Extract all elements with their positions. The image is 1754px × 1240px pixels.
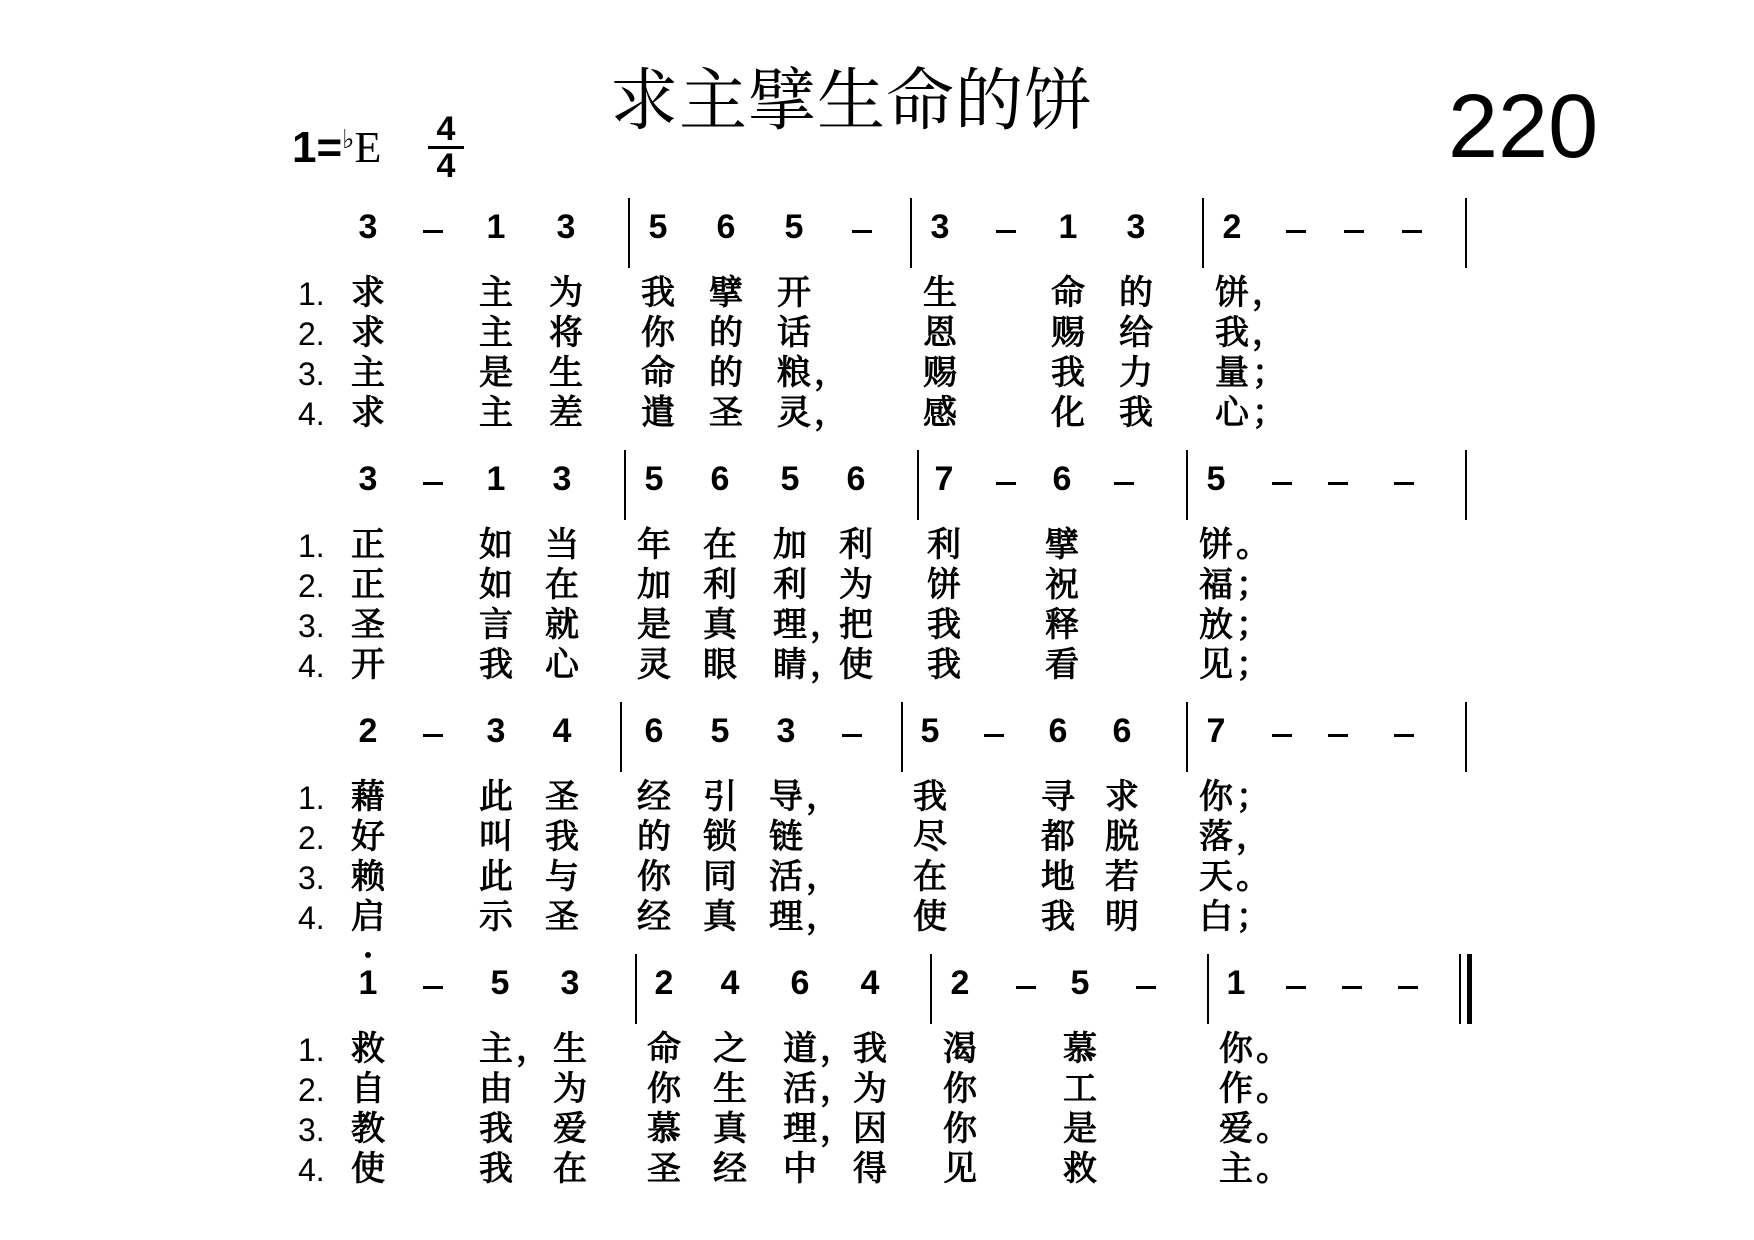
lyric-syllable: 求: [351, 393, 385, 433]
barline: [930, 954, 932, 1024]
dash-mark: [842, 734, 862, 737]
note: 6: [790, 964, 810, 1002]
lyric-syllable: 你: [943, 1069, 977, 1109]
verse-number: 1.: [298, 528, 325, 564]
lyric-syllable: 使: [839, 645, 873, 685]
lyric-syllable: 经: [637, 897, 671, 937]
lyric-syllable: 当: [545, 525, 579, 565]
lyric-syllable: 都: [1041, 817, 1075, 857]
verse-number: 2.: [298, 568, 325, 604]
note: 6: [710, 460, 730, 498]
lyric-syllable: 主: [479, 273, 513, 313]
lyric-punctuation: 。: [1236, 857, 1270, 897]
dash-mark: [1398, 986, 1418, 989]
lyric-syllable: 睛: [773, 645, 807, 685]
lyric-syllable: 的: [637, 817, 671, 857]
lyric-syllable: 饼: [1199, 525, 1233, 565]
lyric-syllable: 主: [479, 1029, 513, 1069]
note: 5: [1206, 460, 1226, 498]
lyric-syllable: 启: [351, 897, 385, 937]
lyric-syllable: 灵: [777, 393, 811, 433]
lyric-syllable: 恩: [923, 313, 957, 353]
barline: [628, 198, 630, 268]
lyric-syllable: 正: [351, 565, 385, 605]
lyric-syllable: 同: [703, 857, 737, 897]
lyric-punctuation: 。: [1236, 525, 1270, 565]
lyric-syllable: 爱: [1219, 1109, 1253, 1149]
lyric-syllable: 生: [549, 353, 583, 393]
dash-mark: [1328, 482, 1348, 485]
note: 6: [1052, 460, 1072, 498]
lyric-syllable: 圣: [351, 605, 385, 645]
lyric-punctuation: ，: [814, 393, 848, 433]
verse-number: 1.: [298, 276, 325, 312]
note: 3: [358, 460, 378, 498]
lyric-syllable: 求: [351, 273, 385, 313]
lyric-syllable: 为: [549, 273, 583, 313]
lyric-syllable: 遣: [641, 393, 675, 433]
lyric-syllable: 为: [853, 1069, 887, 1109]
lyric-syllable: 我: [853, 1029, 887, 1069]
lyric-syllable: 好: [351, 817, 385, 857]
lyric-syllable: 我: [927, 605, 961, 645]
lyric-syllable: 你: [1199, 777, 1233, 817]
dash-mark: [1402, 230, 1422, 233]
dash-mark: [1114, 482, 1134, 485]
note: 2: [358, 712, 378, 750]
dash-mark: [423, 482, 443, 485]
lyric-syllable: 生: [553, 1029, 587, 1069]
note: 2: [654, 964, 674, 1002]
lyric-syllable: 脱: [1105, 817, 1139, 857]
lyric-syllable: 圣: [709, 393, 743, 433]
lyric-syllable: 放: [1199, 605, 1233, 645]
dash-mark: [1016, 986, 1036, 989]
lyric-syllable: 利: [927, 525, 961, 565]
note: 2: [1222, 208, 1242, 246]
key-note: E: [354, 123, 382, 172]
lyric-syllable: 慕: [647, 1109, 681, 1149]
lyric-punctuation: ，: [1252, 313, 1286, 353]
lyric-syllable: 真: [703, 605, 737, 645]
note: 5: [920, 712, 940, 750]
lyric-syllable: 求: [1105, 777, 1139, 817]
lyric-syllable: 理: [769, 897, 803, 937]
lyric-syllable: 将: [549, 313, 583, 353]
key-prefix: 1=: [292, 123, 343, 172]
lyric-syllable: 的: [709, 353, 743, 393]
lyric-syllable: 圣: [647, 1149, 681, 1189]
lyric-syllable: 链: [769, 817, 803, 857]
lyric-syllable: 我: [1119, 393, 1153, 433]
lyric-syllable: 眼: [703, 645, 737, 685]
lyric-punctuation: 。: [1256, 1069, 1290, 1109]
lyric-syllable: 利: [703, 565, 737, 605]
lyric-punctuation: ，: [820, 1029, 854, 1069]
barline: [1465, 198, 1467, 268]
verse-number: 4.: [298, 1152, 325, 1188]
note: 5: [710, 712, 730, 750]
lyric-syllable: 主: [479, 313, 513, 353]
verse-number: 2.: [298, 1072, 325, 1108]
note: 3: [1126, 208, 1146, 246]
lyric-syllable: 如: [479, 565, 513, 605]
lyric-punctuation: ，: [1236, 817, 1270, 857]
lyric-syllable: 赐: [1051, 313, 1085, 353]
lyric-syllable: 力: [1119, 353, 1153, 393]
lyric-syllable: 明: [1105, 897, 1139, 937]
lyric-syllable: 我: [479, 645, 513, 685]
verse-number: 4.: [298, 648, 325, 684]
note: 3: [552, 460, 572, 498]
dash-mark: [1272, 482, 1292, 485]
dash-mark: [1136, 986, 1156, 989]
lyric-syllable: 主: [1219, 1149, 1253, 1189]
lyric-syllable: 此: [479, 857, 513, 897]
hymn-title: 求主擘生命的饼: [610, 62, 1094, 141]
note: 1: [358, 964, 378, 1002]
lyric-syllable: 圣: [545, 777, 579, 817]
note: 5: [644, 460, 664, 498]
verse-number: 3.: [298, 860, 325, 896]
barline: [1186, 702, 1188, 772]
verse-number: 4.: [298, 396, 325, 432]
lyric-syllable: 白: [1199, 897, 1233, 937]
verse-number: 3.: [298, 608, 325, 644]
lyric-syllable: 为: [839, 565, 873, 605]
lyric-syllable: 使: [913, 897, 947, 937]
lyric-syllable: 天: [1199, 857, 1233, 897]
lyric-syllable: 我: [479, 1149, 513, 1189]
lyric-syllable: 我: [1051, 353, 1085, 393]
barline: [910, 198, 912, 268]
lyric-syllable: 我: [1041, 897, 1075, 937]
lyric-syllable: 见: [1199, 645, 1233, 685]
lyric-syllable: 命: [1051, 273, 1085, 313]
lyric-syllable: 示: [479, 897, 513, 937]
hymn-number: 220: [1448, 77, 1599, 177]
lyric-punctuation: ，: [806, 897, 840, 937]
lyric-punctuation: ，: [810, 645, 844, 685]
lyric-syllable: 祝: [1045, 565, 1079, 605]
note: 2: [950, 964, 970, 1002]
note: 1: [486, 208, 506, 246]
note: 6: [1048, 712, 1068, 750]
lyric-syllable: 锁: [703, 817, 737, 857]
lyric-syllable: 是: [637, 605, 671, 645]
flat-sign: ♭: [342, 124, 355, 154]
lyric-punctuation: 。: [1256, 1029, 1290, 1069]
barline: [1202, 198, 1204, 268]
lyric-syllable: 叫: [479, 817, 513, 857]
lyric-syllable: 渴: [943, 1029, 977, 1069]
note: 1: [486, 460, 506, 498]
lyric-syllable: 道: [783, 1029, 817, 1069]
lyric-syllable: 擘: [1045, 525, 1079, 565]
barline: [1465, 450, 1467, 520]
barline: [1186, 450, 1188, 520]
dash-mark: [1328, 734, 1348, 737]
lyric-punctuation: ，: [810, 605, 844, 645]
lyric-syllable: 差: [549, 393, 583, 433]
lyric-punctuation: 。: [1256, 1149, 1290, 1189]
lyric-syllable: 得: [853, 1149, 887, 1189]
lyric-syllable: 真: [703, 897, 737, 937]
lyric-syllable: 在: [703, 525, 737, 565]
lyric-syllable: 你: [637, 857, 671, 897]
lyric-syllable: 言: [479, 605, 513, 645]
lyric-syllable: 生: [713, 1069, 747, 1109]
dash-mark: [1394, 482, 1414, 485]
lyric-punctuation: ，: [1252, 273, 1286, 313]
lyric-syllable: 话: [777, 313, 811, 353]
lyric-syllable: 给: [1119, 313, 1153, 353]
note: 7: [934, 460, 954, 498]
note: 4: [720, 964, 740, 1002]
time-signature-bottom: 4: [436, 147, 456, 185]
note: 5: [784, 208, 804, 246]
lyric-syllable: 你: [1219, 1029, 1253, 1069]
lyric-syllable: 理: [773, 605, 807, 645]
lyric-punctuation: ；: [1252, 393, 1286, 433]
lyric-syllable: 由: [479, 1069, 513, 1109]
lyric-syllable: 求: [351, 313, 385, 353]
lyric-syllable: 释: [1045, 605, 1079, 645]
lyric-syllable: 你: [641, 313, 675, 353]
lyric-syllable: 爱: [553, 1109, 587, 1149]
lyric-syllable: 我: [913, 777, 947, 817]
note: 3: [556, 208, 576, 246]
dash-mark: [1342, 986, 1362, 989]
lyric-syllable: 生: [923, 273, 957, 313]
lyric-syllable: 的: [709, 313, 743, 353]
lyric-syllable: 饼: [927, 565, 961, 605]
note: 7: [1206, 712, 1226, 750]
note: 1: [1058, 208, 1078, 246]
verse-number: 1.: [298, 780, 325, 816]
lyric-punctuation: ，: [516, 1029, 550, 1069]
lyric-syllable: 作: [1219, 1069, 1253, 1109]
dash-mark: [423, 734, 443, 737]
lyric-syllable: 主: [351, 353, 385, 393]
lyric-syllable: 赖: [351, 857, 385, 897]
lyric-syllable: 若: [1105, 857, 1139, 897]
lyric-syllable: 慕: [1063, 1029, 1097, 1069]
dash-mark: [1286, 986, 1306, 989]
note: 6: [846, 460, 866, 498]
lyric-syllable: 落: [1199, 817, 1233, 857]
lyric-syllable: 我: [641, 273, 675, 313]
lyric-syllable: 理: [783, 1109, 817, 1149]
lyric-syllable: 导: [769, 777, 803, 817]
verse-number: 1.: [298, 1032, 325, 1068]
barline: [901, 702, 903, 772]
dash-mark: [1272, 734, 1292, 737]
lyric-syllable: 引: [703, 777, 737, 817]
time-signature-top: 4: [436, 110, 456, 148]
lyric-syllable: 在: [553, 1149, 587, 1189]
lyric-syllable: 自: [351, 1069, 385, 1109]
lyric-syllable: 利: [839, 525, 873, 565]
lyric-syllable: 因: [853, 1109, 887, 1149]
lyric-syllable: 饼: [1215, 273, 1249, 313]
note: 6: [644, 712, 664, 750]
lyric-syllable: 利: [773, 565, 807, 605]
lyric-syllable: 活: [783, 1069, 817, 1109]
dash-mark: [423, 230, 443, 233]
lyric-punctuation: ，: [806, 857, 840, 897]
lyric-syllable: 中: [783, 1149, 817, 1189]
note: 4: [552, 712, 572, 750]
lyric-syllable: 心: [545, 645, 579, 685]
lyric-syllable: 见: [943, 1149, 977, 1189]
verse-number: 3.: [298, 356, 325, 392]
lyric-syllable: 尽: [913, 817, 947, 857]
lyric-punctuation: ，: [820, 1069, 854, 1109]
lyric-syllable: 救: [1063, 1149, 1097, 1189]
barline: [1465, 702, 1467, 772]
lyric-syllable: 命: [641, 353, 675, 393]
lyric-syllable: 是: [1063, 1109, 1097, 1149]
lyric-syllable: 赐: [923, 353, 957, 393]
barline: [624, 450, 626, 520]
lyric-syllable: 为: [553, 1069, 587, 1109]
lyric-punctuation: ；: [1236, 777, 1270, 817]
lyric-syllable: 加: [637, 565, 671, 605]
note: 5: [648, 208, 668, 246]
barline: [620, 702, 622, 772]
lyric-punctuation: ；: [1236, 605, 1270, 645]
note: 5: [780, 460, 800, 498]
lyric-syllable: 开: [351, 645, 385, 685]
lyric-syllable: 经: [713, 1149, 747, 1189]
lyric-syllable: 藉: [351, 777, 385, 817]
lyric-punctuation: ；: [1236, 645, 1270, 685]
lyric-syllable: 福: [1199, 565, 1233, 605]
lyric-syllable: 心: [1215, 393, 1249, 433]
lyric-syllable: 救: [351, 1029, 385, 1069]
lyric-punctuation: ，: [820, 1109, 854, 1149]
dash-mark: [1394, 734, 1414, 737]
lyric-punctuation: ，: [814, 353, 848, 393]
note: 3: [560, 964, 580, 1002]
barline: [635, 954, 637, 1024]
lyric-syllable: 就: [545, 605, 579, 645]
lyric-syllable: 化: [1051, 393, 1085, 433]
lyric-syllable: 在: [913, 857, 947, 897]
note: 3: [930, 208, 950, 246]
lyric-syllable: 之: [713, 1029, 747, 1069]
lyric-syllable: 命: [647, 1029, 681, 1069]
lyric-syllable: 工: [1063, 1069, 1097, 1109]
note: 3: [486, 712, 506, 750]
lyric-syllable: 把: [839, 605, 873, 645]
lyric-syllable: 感: [923, 393, 957, 433]
lyric-syllable: 主: [479, 393, 513, 433]
final-barline-thin: [1459, 954, 1461, 1024]
note: 3: [358, 208, 378, 246]
verse-number: 3.: [298, 1112, 325, 1148]
lyric-syllable: 我: [927, 645, 961, 685]
lyric-punctuation: 。: [1256, 1109, 1290, 1149]
note: 1: [1226, 964, 1246, 1002]
lyric-syllable: 与: [545, 857, 579, 897]
lyric-syllable: 粮: [777, 353, 811, 393]
lyric-syllable: 我: [1215, 313, 1249, 353]
dash-mark: [852, 230, 872, 233]
lyric-syllable: 的: [1119, 273, 1153, 313]
note: 5: [1070, 964, 1090, 1002]
lyric-syllable: 圣: [545, 897, 579, 937]
lyric-syllable: 活: [769, 857, 803, 897]
lyric-syllable: 你: [647, 1069, 681, 1109]
lyric-syllable: 经: [637, 777, 671, 817]
lyric-syllable: 教: [351, 1109, 385, 1149]
lyric-syllable: 擘: [709, 273, 743, 313]
lyric-punctuation: ，: [806, 777, 840, 817]
dash-mark: [1286, 230, 1306, 233]
note: 3: [776, 712, 796, 750]
lyric-punctuation: ；: [1236, 565, 1270, 605]
lyric-syllable: 正: [351, 525, 385, 565]
lyric-syllable: 在: [545, 565, 579, 605]
dash-mark: [984, 734, 1004, 737]
dash-mark: [1344, 230, 1364, 233]
lyric-syllable: 年: [637, 525, 671, 565]
lyric-syllable: 开: [777, 273, 811, 313]
lyric-syllable: 加: [773, 525, 807, 565]
lyric-syllable: 我: [479, 1109, 513, 1149]
note: 6: [1112, 712, 1132, 750]
lyric-punctuation: ；: [1252, 353, 1286, 393]
barline: [917, 450, 919, 520]
lyric-syllable: 看: [1045, 645, 1079, 685]
note: 4: [860, 964, 880, 1002]
dash-mark: [996, 482, 1016, 485]
lyric-syllable: 此: [479, 777, 513, 817]
lyric-syllable: 是: [479, 353, 513, 393]
lyric-syllable: 量: [1215, 353, 1249, 393]
lyric-syllable: 我: [545, 817, 579, 857]
lyric-syllable: 灵: [637, 645, 671, 685]
verse-number: 2.: [298, 820, 325, 856]
dash-mark: [996, 230, 1016, 233]
lyric-syllable: 如: [479, 525, 513, 565]
lyric-syllable: 你: [943, 1109, 977, 1149]
note: 5: [490, 964, 510, 1002]
verse-number: 4.: [298, 900, 325, 936]
high-octave-dot: [365, 952, 371, 958]
barline: [1207, 954, 1209, 1024]
lyric-syllable: 地: [1041, 857, 1075, 897]
dash-mark: [423, 986, 443, 989]
lyric-syllable: 使: [351, 1149, 385, 1189]
lyric-syllable: 寻: [1041, 777, 1075, 817]
lyric-syllable: 真: [713, 1109, 747, 1149]
note: 6: [716, 208, 736, 246]
lyric-punctuation: ；: [1236, 897, 1270, 937]
verse-number: 2.: [298, 316, 325, 352]
final-barline-thick: [1467, 954, 1472, 1024]
